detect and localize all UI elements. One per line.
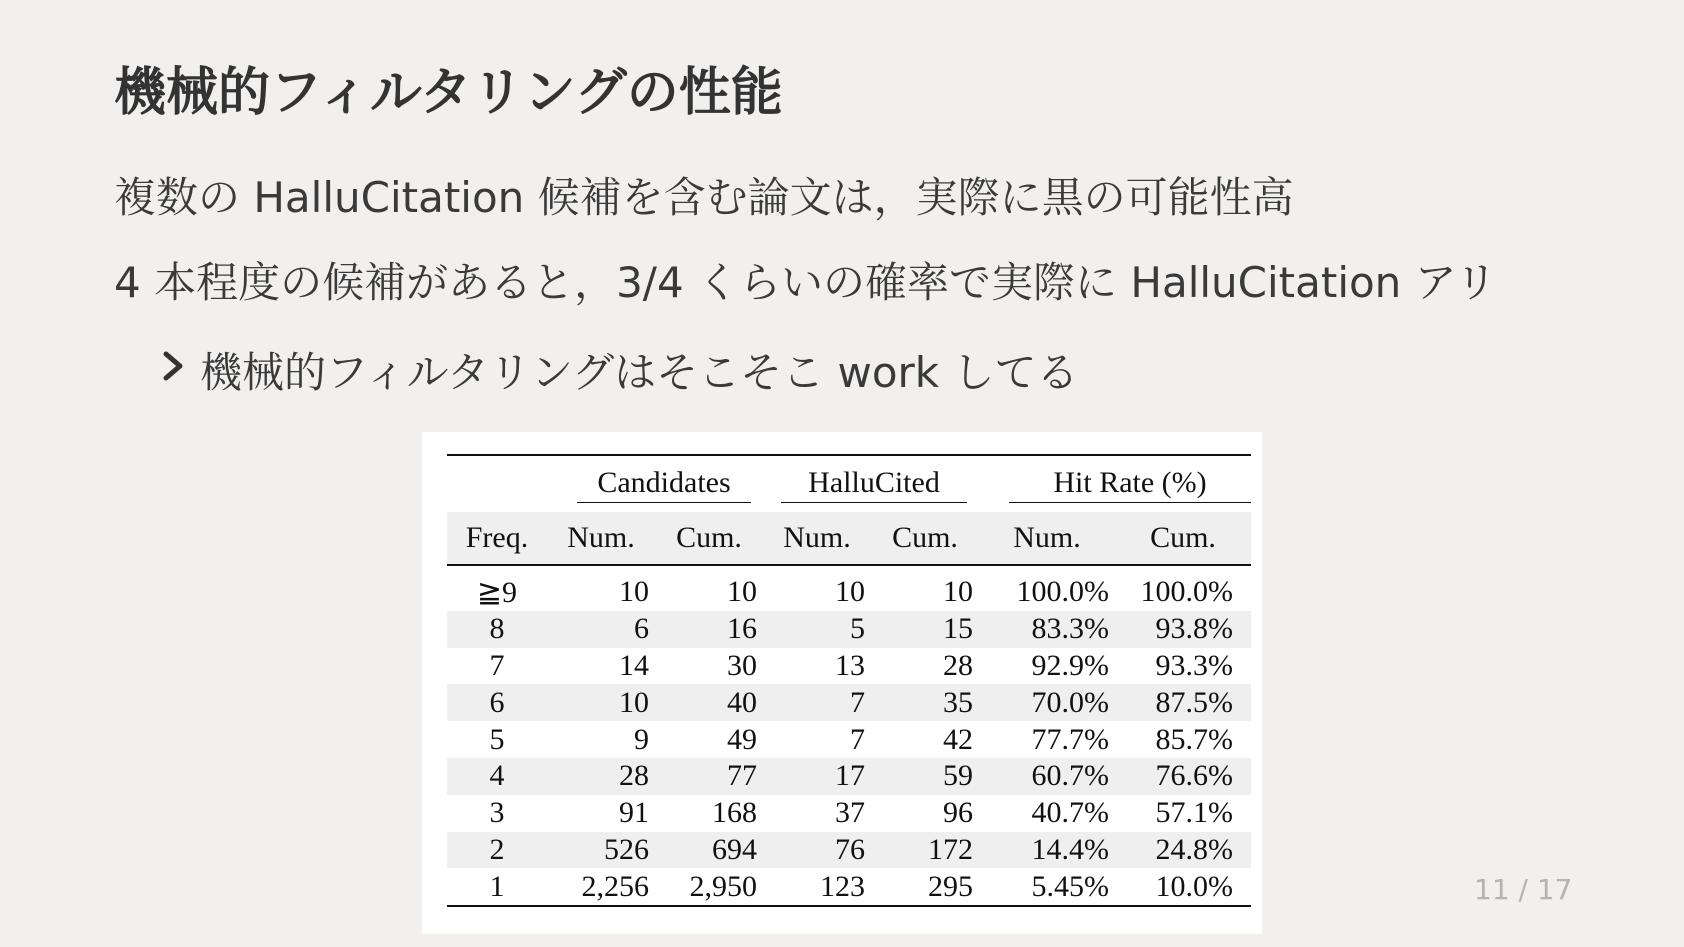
col-header-hit-cum: Cum. bbox=[1115, 512, 1251, 565]
table-row: 7 14 30 13 28 92.9% 93.3% bbox=[489, 648, 1233, 682]
col-header-hallu-num: Num. bbox=[763, 512, 871, 565]
group-header-hit-rate: Hit Rate (%) bbox=[1053, 465, 1207, 499]
column-header-row bbox=[447, 512, 1251, 565]
table-row: 6 10 40 7 35 70.0% 87.5% bbox=[447, 684, 1251, 721]
group-header-row bbox=[447, 456, 1251, 512]
sub-bullet: 機械的フィルタリングはそこそこ work してる bbox=[200, 348, 1079, 397]
table-row: ≧9 10 10 10 10 100.0% 100.0% bbox=[476, 575, 1233, 609]
col-header-hit-num: Num. bbox=[979, 512, 1115, 565]
bullet-1: 複数の HalluCitation 候補を含む論文は，実際に黒の可能性高 bbox=[114, 173, 1294, 222]
table-row: 3 91 168 37 96 40.7% 57.1% bbox=[489, 796, 1233, 830]
results-table-image bbox=[422, 432, 1262, 934]
table-row: 1 2,256 2,950 123 295 5.45% 10.0% bbox=[447, 868, 1251, 906]
page-number: 11 / 17 bbox=[1474, 873, 1573, 906]
results-table bbox=[447, 454, 1251, 907]
col-header-cand-num: Num. bbox=[547, 512, 655, 565]
group-header-hallucited: HalluCited bbox=[808, 465, 940, 499]
bullet-2: 4 本程度の候補があると，3/4 くらいの確率で実際に HalluCitation アリ bbox=[114, 258, 1497, 307]
group-header-candidates: Candidates bbox=[597, 465, 731, 499]
col-header-cand-cum: Cum. bbox=[655, 512, 763, 565]
col-header-freq: Freq. bbox=[447, 512, 547, 565]
table-row: 5 9 49 7 42 77.7% 85.7% bbox=[489, 722, 1233, 756]
table-row: 8 6 16 5 15 83.3% 93.8% bbox=[447, 611, 1251, 648]
chevron-right-icon bbox=[158, 346, 190, 386]
slide-title: 機械的フィルタリングの性能 bbox=[114, 63, 783, 123]
table-row: 4 28 77 17 59 60.7% 76.6% bbox=[447, 758, 1251, 795]
col-header-hallu-cum: Cum. bbox=[871, 512, 979, 565]
table-row: 2 526 694 76 172 14.4% 24.8% bbox=[447, 832, 1251, 869]
